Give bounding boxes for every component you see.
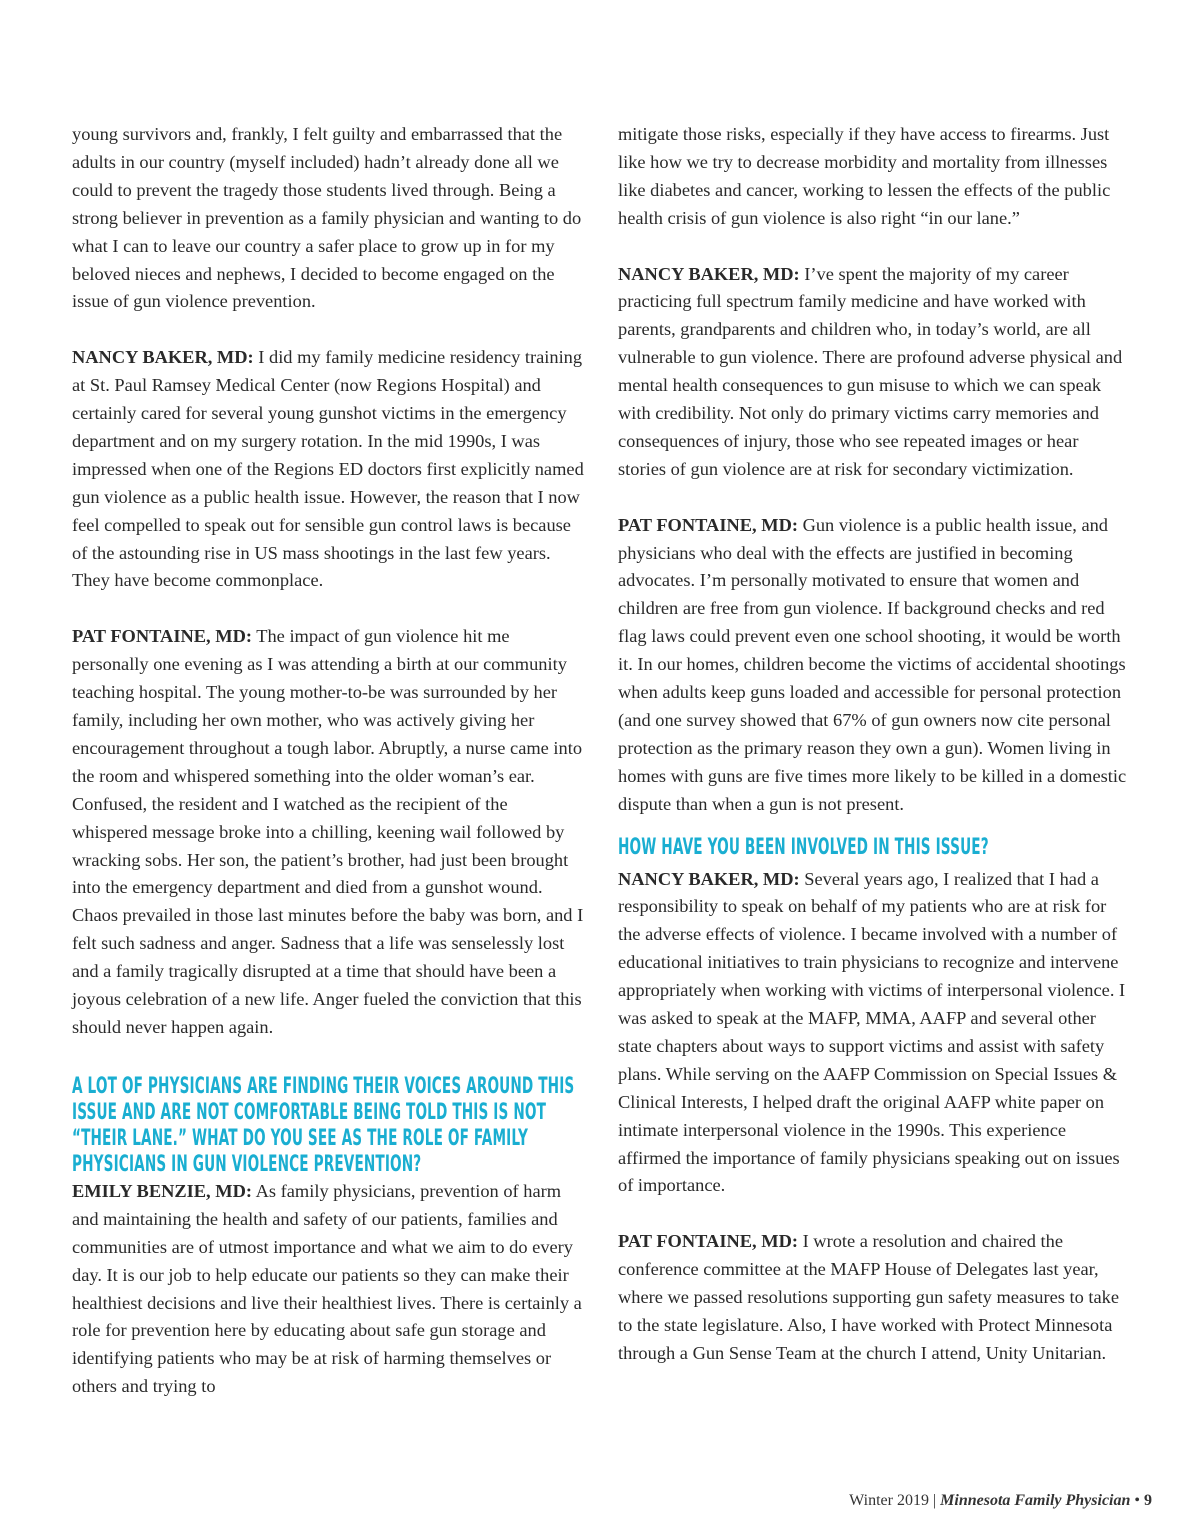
paragraph: [618, 1228, 1130, 1368]
page-number: 9: [1144, 1492, 1152, 1509]
bullet-separator: •: [1134, 1492, 1140, 1509]
footer-separator: |: [932, 1492, 937, 1509]
paragraph-text: mitigate those risks, especially if they have access to firearms. Just like how we try to decrease morbidity and mortality from illnesses like diabetes and cancer, working to lessen the effects of the public health crisis of gun violence is also right “in our lane.”: [618, 124, 1111, 228]
paragraph-text: Gun violence is a public health issue, and physicians who deal with the effects are justified in becoming advocates. I’m personally motivated to ensure that women and children are free from gun violence. If background checks and red flag laws could prevent even one school shooting, it would be worth it. In our homes, children become the victims of accidental shootings when adults keep guns loaded and accessible for personal protection (and one survey showed that 67% of gun owners now cite personal protection as the primary reason they own a gun). Women living in homes with guns are five times more likely to be killed in a domestic dispute than when a gun is not present.: [618, 514, 1127, 814]
speaker-name: EMILY BENZIE, MD:: [72, 1180, 253, 1201]
magazine-title: Minnesota Family Physician: [940, 1492, 1131, 1509]
paragraph: [618, 866, 1130, 1201]
question-heading: HOW HAVE YOU BEEN INVOLVED IN THIS ISSUE?: [618, 834, 989, 860]
left-column: [72, 121, 587, 1401]
paragraph: [618, 512, 1130, 819]
paragraph-text: young survivors and, frankly, I felt guilty and embarrassed that the adults in our country (myself included) hadn’t already done all we could to prevent the tragedy those students lived through. Being a strong believer in prevention as a family physician and wanting to do what I can to leave our country a safer place to grow up in for my beloved nieces and nephews, I decided to become engaged on the issue of gun violence prevention.: [72, 124, 582, 312]
paragraph-text: I’ve spent the majority of my career practicing full spectrum family medicine and have worked with parents, grandparents and children who, in today’s world, are all vulnerable to gun violence. There are profound adverse physical and mental health consequences to gun misuse to which we can speak with credibility. Not only do primary victims carry memories and consequences of injury, those who see repeated images or hear stories of gun violence are at risk for secondary victimization.: [618, 263, 1123, 479]
paragraph: [72, 1178, 587, 1401]
paragraph: [72, 121, 587, 316]
paragraph-text: I did my family medicine residency training at St. Paul Ramsey Medical Center (now Regions Hospital) and certainly cared for several young gunshot victims in the emergency department and on my surgery rotation. In the mid 1990s, I was impressed when one of the Regions ED doctors first explicitly named gun violence as a public health issue. However, the reason that I now feel compelled to speak out for sensible gun control laws is because of the astounding rise in US mass shootings in the last few years. They have become commonplace.: [72, 347, 584, 591]
issue-date: Winter 2019: [849, 1492, 929, 1509]
paragraph-text: The impact of gun violence hit me personally one evening as I was attending a birth at our community teaching hospital. The young mother-to-be was surrounded by her family, including her own mother, who was actively giving her encouragement throughout a tough labor. Abruptly, a nurse came into the room and whispered something into the older woman’s ear. Confused, the resident and I watched as the recipient of the whispered message broke into a chilling, keening wail followed by wracking sobs. Her son, the patient’s brother, had just been brought into the emergency department and died from a gunshot wound. Chaos prevailed in those last minutes before the baby was born, and I felt such sadness and anger. Sadness that a life was senselessly lost and a family tragically disrupted at a time that should have been a joyous celebration of a new life. Anger fueled the conviction that this should never happen again.: [72, 626, 584, 1037]
speaker-name: NANCY BAKER, MD:: [618, 868, 800, 889]
paragraph: [72, 344, 587, 595]
paragraph: [618, 261, 1130, 484]
paragraph-text: Several years ago, I realized that I had a responsibility to speak on behalf of my patients who are at risk for the adverse effects of violence. I became involved with a number of educational initiatives to train physicians to recognize and intervene appropriately when working with victims of interpersonal violence. I was asked to speak at the MAFP, MMA, AAFP and several other state chapters about ways to support victims and assist with safety plans. While serving on the AAFP Commission on Special Issues & Clinical Interests, I helped draft the original AAFP white paper on intimate interpersonal violence in the 1990s. This experience affirmed the importance of family physicians speaking out on issues of importance.: [618, 868, 1126, 1196]
paragraph-text: I wrote a resolution and chaired the conference committee at the MAFP House of Delegates last year, where we passed resolutions supporting gun safety measures to take to the state legislature. Also, I have worked with Protect Minnesota through a Gun Sense Team at the church I attend, Unity Unitarian.: [618, 1231, 1120, 1363]
speaker-name: PAT FONTAINE, MD:: [618, 514, 798, 535]
page-footer: [849, 1492, 1152, 1510]
right-column: [618, 121, 1130, 1368]
speaker-name: PAT FONTAINE, MD:: [618, 1231, 798, 1252]
speaker-name: PAT FONTAINE, MD:: [72, 626, 252, 647]
paragraph-text: As family physicians, prevention of harm and maintaining the health and safety of our patients, families and communities are of utmost importance and what we aim to do every day. It is our job to help educate our patients so they can make their healthiest decisions and live their healthiest lives. There is certainly a role for prevention here by educating about safe gun storage and identifying patients who may be at risk of harming themselves or others and trying to: [72, 1180, 582, 1397]
speaker-name: NANCY BAKER, MD:: [618, 263, 800, 284]
question-heading: A LOT OF PHYSICIANS ARE FINDING THEIR VOICES AROUND THIS ISSUE AND ARE NOT COMFORTABLE BEING TOLD THIS IS NOT “THEIR LANE.” WHAT DO YOU SEE AS THE ROLE OF FAMILY PHYSICIANS IN GUN VIOLENCE PREVENTION?: [72, 1073, 575, 1177]
speaker-name: NANCY BAKER, MD:: [72, 347, 254, 368]
paragraph: [618, 121, 1130, 233]
paragraph: [72, 623, 587, 1042]
